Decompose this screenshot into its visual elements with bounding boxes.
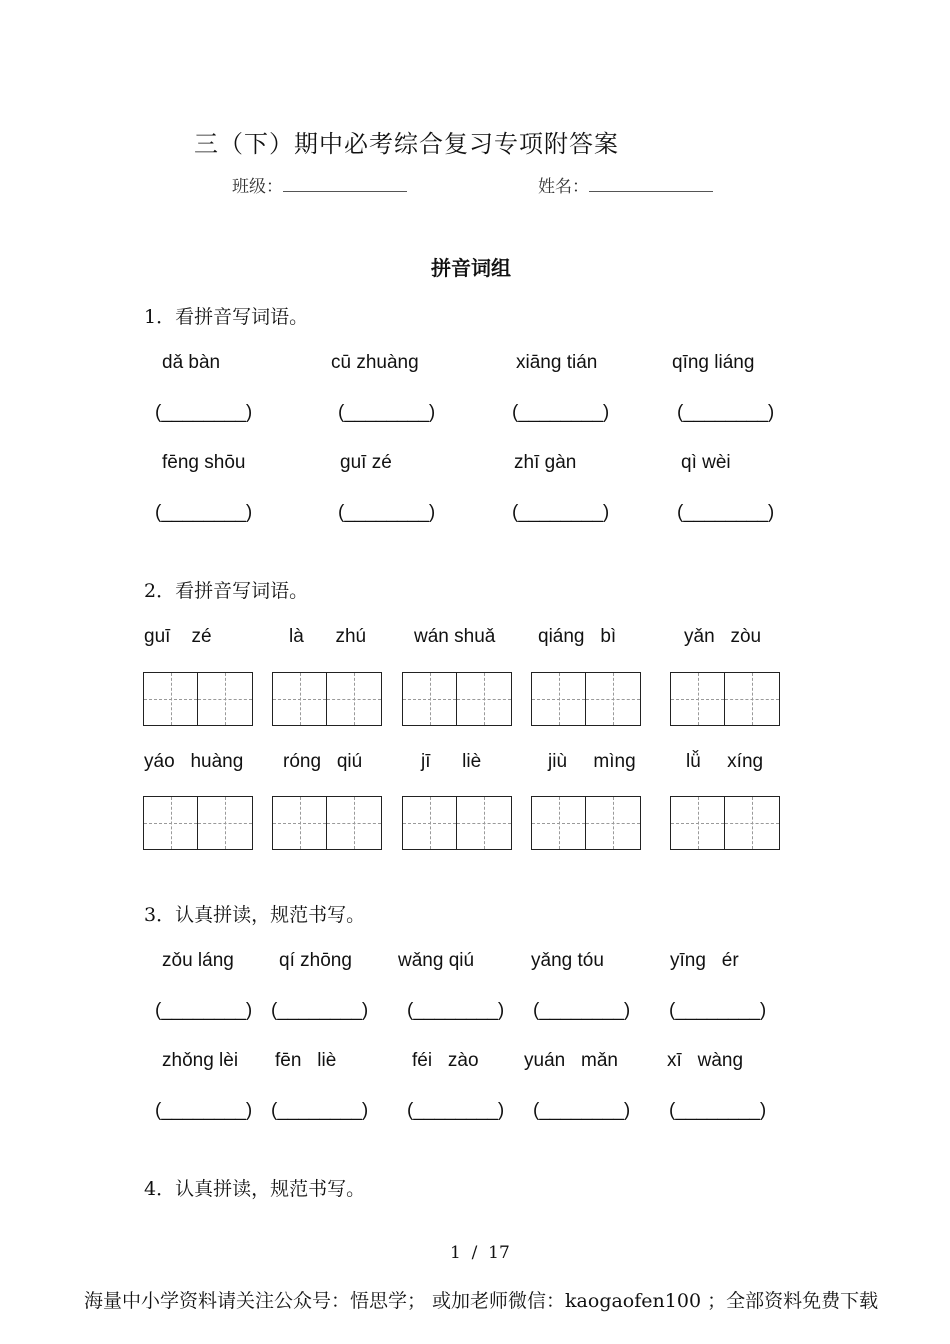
answer-blank[interactable]: (________) xyxy=(533,1100,631,1121)
pinyin: qīng liáng xyxy=(672,352,755,373)
answer-blank[interactable]: (________) xyxy=(155,1000,253,1021)
pinyin: fēng shōu xyxy=(162,452,246,473)
pinyin: yǎng tóu xyxy=(531,950,604,971)
pinyin: dǎ bàn xyxy=(162,352,221,373)
pinyin: zhī gàn xyxy=(514,452,577,473)
answer-blank[interactable]: (________) xyxy=(669,1000,767,1021)
question-1-title: 1．看拼音写词语。 xyxy=(144,306,309,328)
page-number: 1 / 17 xyxy=(450,1243,510,1263)
pinyin: fēn liè xyxy=(275,1050,337,1071)
pinyin: zǒu láng xyxy=(162,950,234,971)
name-label: 姓名： xyxy=(538,177,589,197)
pinyin: qiáng bì xyxy=(538,626,617,647)
pinyin: xī wàng xyxy=(667,1050,744,1071)
answer-blank[interactable]: (________) xyxy=(271,1100,369,1121)
pinyin: féi zào xyxy=(412,1050,479,1071)
question-3-title: 3．认真拼读，规范书写。 xyxy=(144,904,366,926)
writing-grid[interactable] xyxy=(531,796,641,850)
pinyin: xiāng tián xyxy=(516,352,598,373)
answer-blank[interactable]: (________) xyxy=(155,502,253,523)
pinyin: jiù mìng xyxy=(548,751,636,772)
question-2-title: 2．看拼音写词语。 xyxy=(144,580,309,602)
answer-blank[interactable]: (________) xyxy=(512,402,610,423)
pinyin: yuán mǎn xyxy=(524,1050,618,1071)
pinyin: yáo huàng xyxy=(144,751,244,772)
pinyin: wán shuǎ xyxy=(414,626,496,647)
pinyin: zhǒng lèi xyxy=(162,1050,239,1071)
writing-grid[interactable] xyxy=(272,796,382,850)
pinyin: jī liè xyxy=(421,751,482,772)
document-title: 三（下）期中必考综合复习专项附答案 xyxy=(194,130,619,158)
question-4-title: 4．认真拼读，规范书写。 xyxy=(144,1178,366,1200)
answer-blank[interactable]: (________) xyxy=(407,1100,505,1121)
class-field xyxy=(232,172,407,197)
answer-blank[interactable]: (________) xyxy=(338,502,436,523)
answer-blank[interactable]: (________) xyxy=(155,1100,253,1121)
class-label: 班级： xyxy=(232,177,283,197)
writing-grid[interactable] xyxy=(402,672,512,726)
pinyin: qí zhōng xyxy=(279,950,352,971)
answer-blank[interactable]: (________) xyxy=(407,1000,505,1021)
class-blank[interactable] xyxy=(283,175,407,192)
pinyin: wǎng qiú xyxy=(398,950,475,971)
writing-grid[interactable] xyxy=(143,672,253,726)
pinyin: lǚ xíng xyxy=(686,751,764,772)
answer-blank[interactable]: (________) xyxy=(669,1100,767,1121)
pinyin: cū zhuàng xyxy=(331,352,419,373)
pinyin: yǎn zòu xyxy=(684,626,762,647)
answer-blank[interactable]: (________) xyxy=(677,402,775,423)
section-title: 拼音词组 xyxy=(431,256,511,280)
writing-grid[interactable] xyxy=(143,796,253,850)
writing-grid[interactable] xyxy=(272,672,382,726)
pinyin: qì wèi xyxy=(681,452,731,473)
answer-blank[interactable]: (________) xyxy=(155,402,253,423)
pinyin: guī zé xyxy=(340,452,392,473)
name-blank[interactable] xyxy=(589,175,713,192)
writing-grid[interactable] xyxy=(531,672,641,726)
answer-blank[interactable]: (________) xyxy=(271,1000,369,1021)
pinyin: là zhú xyxy=(289,626,367,647)
name-field xyxy=(538,172,713,197)
writing-grid[interactable] xyxy=(402,796,512,850)
pinyin: guī zé xyxy=(144,626,212,647)
pinyin: róng qiú xyxy=(283,751,363,772)
answer-blank[interactable]: (________) xyxy=(677,502,775,523)
writing-grid[interactable] xyxy=(670,672,780,726)
pinyin: yīng ér xyxy=(670,950,739,971)
writing-grid[interactable] xyxy=(670,796,780,850)
answer-blank[interactable]: (________) xyxy=(533,1000,631,1021)
footer-note: 海量中小学资料请关注公众号：悟思学； 或加老师微信：kaogaofen100 ；全部资料免费下载 xyxy=(84,1290,879,1312)
answer-blank[interactable]: (________) xyxy=(338,402,436,423)
answer-blank[interactable]: (________) xyxy=(512,502,610,523)
